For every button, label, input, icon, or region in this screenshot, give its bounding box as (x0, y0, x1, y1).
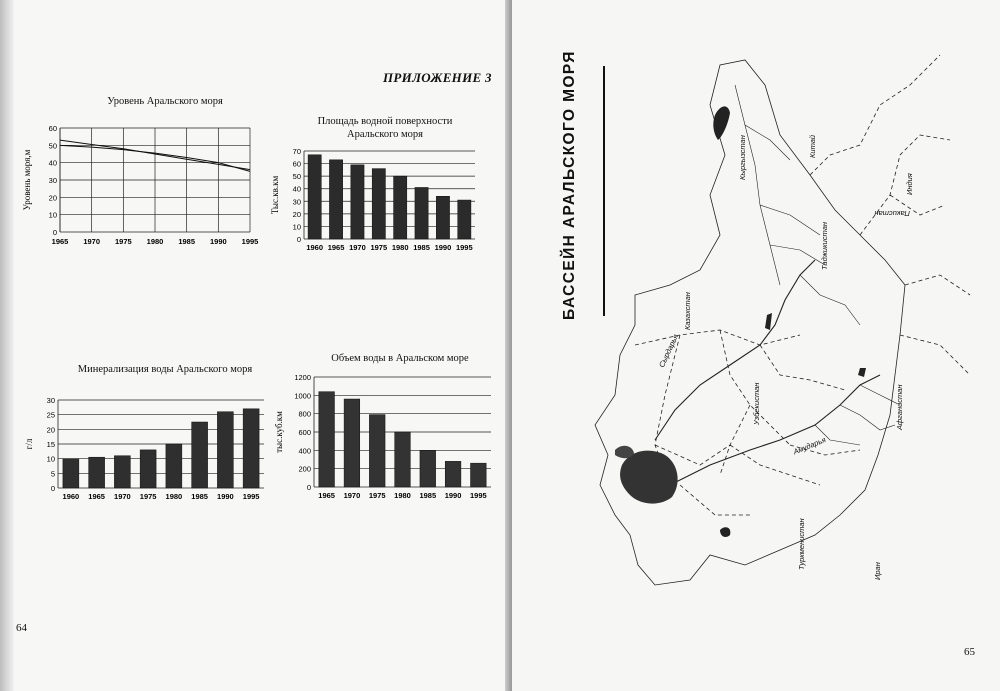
bar (351, 165, 364, 239)
basin-boundary (595, 60, 905, 585)
bar (344, 399, 360, 487)
x-tick-label: 1965 (88, 492, 105, 501)
y-tick-label: 25 (46, 410, 55, 420)
x-tick-label: 1995 (470, 491, 487, 500)
x-tick-label: 1980 (394, 491, 411, 500)
map-title: БАССЕЙН АРАЛЬСКОГО МОРЯ (561, 50, 578, 320)
y-tick-label: 20 (46, 425, 55, 435)
y-tick-label: 30 (292, 197, 301, 207)
map-label-amudarya: Амударья (792, 435, 828, 457)
appendix-heading: ПРИЛОЖЕНИЕ 3 (383, 70, 492, 85)
y-tick-label: 30 (46, 396, 55, 405)
y-tick-label: 800 (298, 409, 311, 419)
x-tick-label: 1975 (139, 492, 157, 501)
bar (394, 176, 407, 239)
kayrakkum-reservoir (858, 368, 866, 377)
y-axis-label: Уровень моря,м (22, 149, 32, 211)
x-tick-label: 1970 (343, 491, 361, 500)
bar (415, 187, 428, 239)
y-tick-label: 60 (48, 124, 57, 133)
y-tick-label: 600 (298, 428, 311, 437)
sea-level-chart (22, 122, 260, 250)
x-tick-label: 1970 (83, 237, 101, 246)
water-volume-chart-title: Объем воды в Аральском море (331, 353, 469, 364)
water-area-chart-title: Площадь водной поверхности Аральского моря (317, 116, 453, 140)
y-tick-label: 1000 (294, 391, 311, 401)
y-axis-label: Тыс.кв.км (270, 175, 280, 215)
water-volume-chart (274, 371, 499, 503)
x-tick-label: 1965 (51, 237, 69, 246)
y-tick-label: 40 (48, 158, 57, 168)
y-tick-label: 200 (298, 464, 311, 474)
bar (436, 196, 449, 239)
water-area-chart (270, 145, 485, 255)
x-tick-label: 1980 (391, 243, 409, 252)
x-tick-label: 1975 (368, 491, 386, 500)
y-tick-label: 10 (46, 454, 55, 464)
bar (63, 459, 79, 488)
map-label-turkmenistan: Туркменистан (797, 518, 806, 570)
bar (308, 155, 321, 239)
map-label-tajikistan: Таджикистан (820, 222, 829, 270)
x-tick-label: 1990 (434, 243, 452, 252)
map-label-china: Китай (808, 134, 817, 158)
x-tick-label: 1975 (370, 243, 388, 252)
x-tick-label: 1995 (241, 237, 259, 246)
map-label-pakistan: Пакистан (874, 209, 910, 218)
map-label-kazakhstan: Казахстан (683, 292, 692, 330)
y-tick-label: 40 (292, 184, 301, 194)
bar (140, 450, 156, 488)
y-tick-label: 60 (292, 159, 301, 169)
y-tick-label: 400 (298, 446, 311, 456)
x-tick-label: 1960 (62, 492, 80, 501)
x-tick-label: 1985 (413, 243, 430, 252)
bar (114, 456, 130, 488)
map-label-afghanistan: Афганистан (895, 384, 904, 430)
page-edge-shadow (0, 0, 14, 691)
x-tick-label: 1985 (419, 491, 437, 500)
map-label-kyrgyzstan: Кыргызстан (738, 135, 747, 180)
bar (329, 160, 342, 239)
balkhash-lake (713, 106, 730, 140)
bar (89, 457, 105, 488)
map-label-syrdarya: Сырдарья (657, 332, 681, 369)
x-tick-label: 1990 (217, 492, 234, 501)
y-tick-label: 10 (292, 222, 301, 232)
x-tick-label: 1990 (209, 237, 227, 246)
bar (445, 461, 461, 487)
x-tick-label: 1985 (178, 237, 196, 246)
y-tick-label: 0 (50, 484, 55, 493)
bar (369, 415, 385, 487)
bar (372, 169, 385, 239)
bar (319, 392, 335, 487)
y-tick-label: 30 (48, 176, 57, 185)
aral-basin-map (560, 45, 990, 605)
bar (166, 444, 182, 488)
map-label-iran: Иран (873, 562, 882, 580)
x-tick-label: 1995 (242, 492, 260, 501)
y-axis-label: тыс.куб.км (274, 411, 284, 453)
y-tick-label: 10 (48, 210, 57, 220)
y-tick-label: 20 (292, 209, 301, 219)
y-tick-label: 1200 (294, 373, 311, 382)
y-tick-label: 0 (52, 228, 57, 237)
y-tick-label: 20 (48, 193, 57, 203)
y-tick-label: 15 (46, 440, 55, 449)
x-tick-label: 1980 (146, 237, 164, 246)
x-tick-label: 1985 (191, 492, 208, 501)
map-label-uzbekistan: Узбекистан (752, 382, 761, 425)
y-axis-label: г/л (24, 438, 34, 450)
map-title-rule (603, 66, 605, 316)
aral-sea-small (615, 446, 634, 458)
bar (217, 412, 233, 488)
x-tick-label: 1970 (114, 492, 131, 501)
mineralization-chart-title: Минерализация воды Аральского моря (77, 364, 253, 375)
x-tick-label: 1960 (306, 243, 324, 252)
aral-sea (620, 451, 678, 504)
sea-level-chart-title: Уровень Аральского моря (107, 96, 223, 107)
mineralization-chart (24, 394, 270, 506)
x-tick-label: 1965 (318, 491, 335, 500)
x-tick-label: 1990 (444, 491, 462, 500)
page-number-left: 64 (16, 622, 27, 634)
y-tick-label: 70 (292, 147, 301, 156)
amudarya-river (670, 375, 880, 485)
y-tick-label: 50 (292, 172, 301, 182)
y-tick-label: 0 (296, 235, 301, 244)
y-tick-label: 5 (50, 469, 55, 479)
x-tick-label: 1980 (165, 492, 183, 501)
y-tick-label: 0 (306, 483, 311, 492)
toktogul-reservoir (765, 313, 772, 330)
bar (420, 450, 436, 487)
sarykamysh-lake (720, 527, 730, 537)
x-tick-label: 1965 (327, 243, 345, 252)
x-tick-label: 1970 (349, 243, 366, 252)
page-number-right: 65 (964, 646, 975, 658)
x-tick-label: 1975 (114, 237, 132, 246)
map-label-india: Индия (905, 173, 914, 195)
y-tick-label: 50 (48, 141, 57, 151)
syrdarya-river (655, 260, 815, 440)
x-tick-label: 1995 (455, 243, 473, 252)
bar (458, 200, 471, 239)
bar (192, 422, 208, 488)
bar (471, 463, 487, 487)
bar (243, 409, 259, 488)
bar (395, 432, 411, 487)
